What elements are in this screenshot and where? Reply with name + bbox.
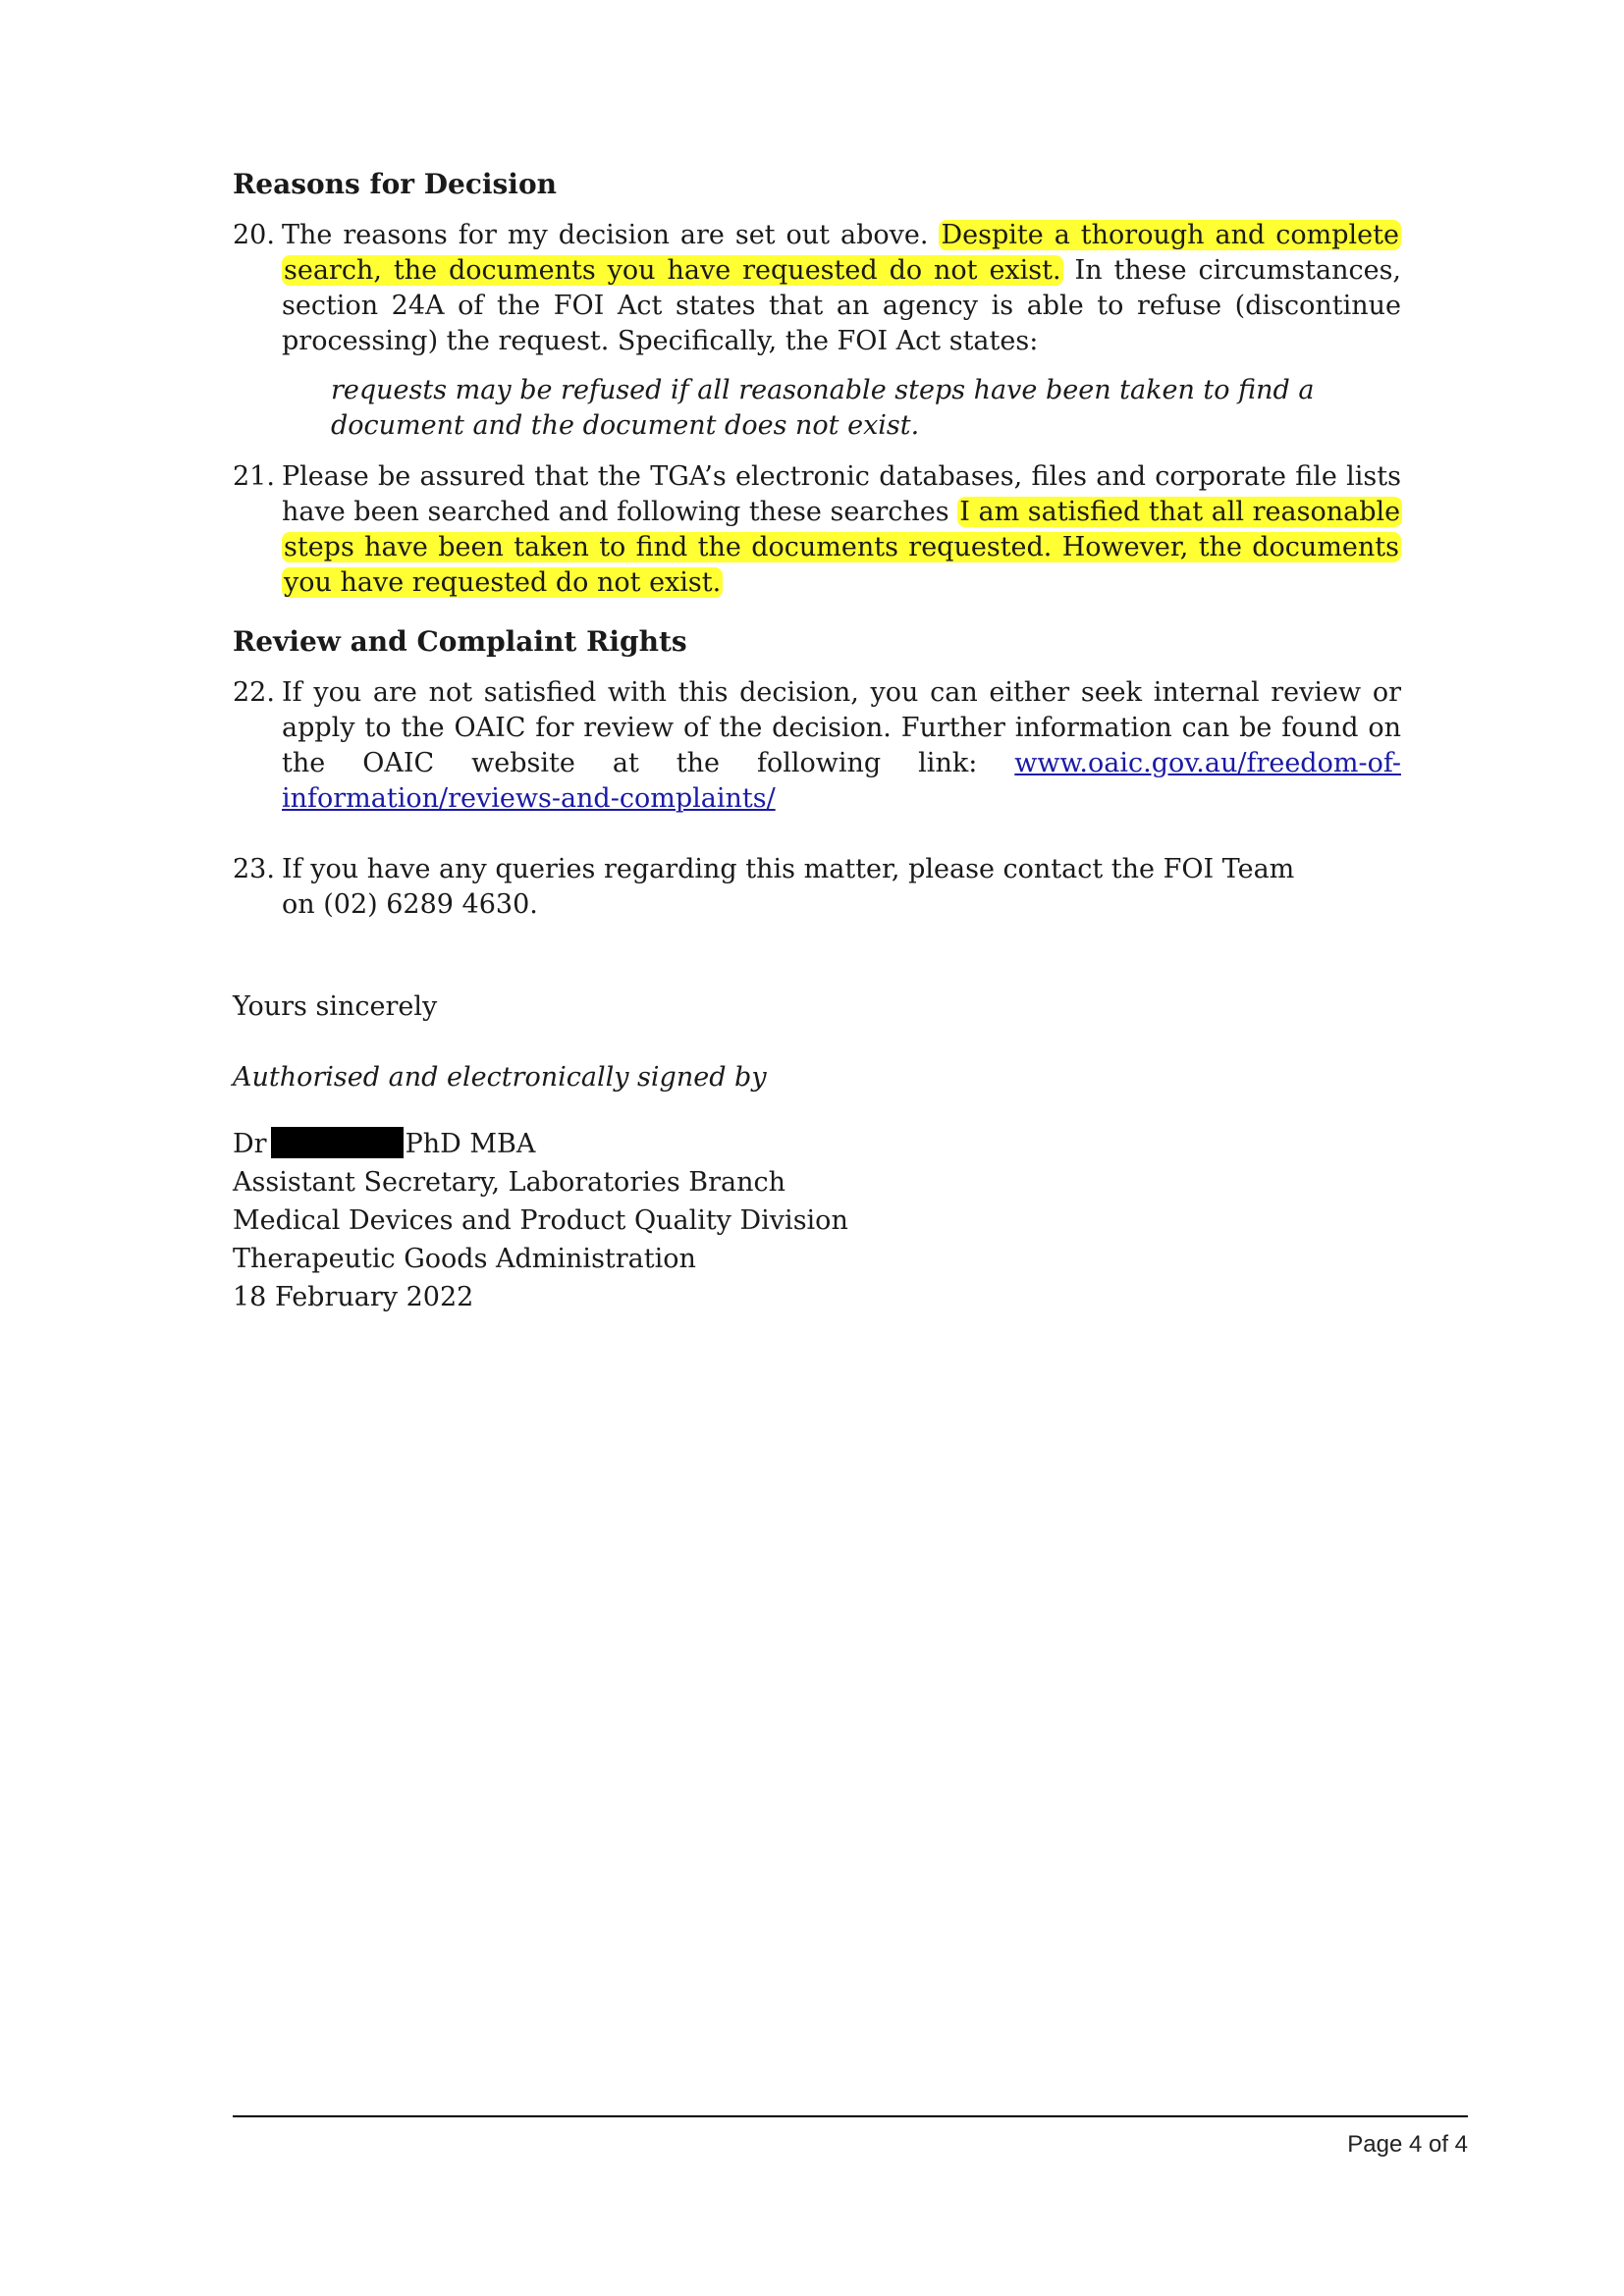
paragraph-20 [233, 218, 1401, 359]
oaic-reviews-link[interactable]: www.oaic.gov.au/freedom-of-information/reviews-and-complaints/ [282, 748, 1401, 814]
signed-note: Authorised and electronically signed by [233, 1062, 767, 1093]
signature-block [233, 1125, 1401, 1316]
highlighted-text: Despite a thorough and complete search, the documents you have requested do not exist. [284, 220, 1399, 286]
paragraph-text: In these circumstances, section 24A of the FOI Act states that an agency is able to refuse (discontinue processing) the request. Specifically, the FOI Act states: [282, 255, 1402, 356]
paragraph-21 [233, 459, 1401, 601]
paragraph-body [282, 459, 1401, 601]
signatory-agency: Therapeutic Goods Administration [233, 1244, 696, 1274]
paragraph-text: The reasons for my decision are set out above. [282, 220, 929, 250]
footer-divider [233, 2115, 1468, 2117]
legislation-quote: requests may be refused if all reasonable steps have been taken to find a document and the document does not exist. [331, 375, 1315, 441]
page-number: Page 4 of 4 [1347, 2131, 1468, 2158]
page-content [233, 167, 1401, 1316]
heading-reasons-for-decision: Reasons for Decision [233, 168, 557, 200]
paragraph-number: 20. [233, 220, 275, 250]
paragraph-number: 22. [233, 677, 275, 708]
paragraph-text: If you are not satisfied with this decision, you can either seek internal review or apply to the OAIC for review of the decision. Further information can be found on the OAIC website at the following link: [282, 677, 1401, 778]
signatory-name-line [233, 1125, 1401, 1163]
paragraph-text: If you have any queries regarding this matter, please contact the FOI Team [282, 854, 1295, 884]
redacted-name [271, 1127, 404, 1158]
signatory-credentials: PhD MBA [405, 1129, 536, 1159]
paragraph-body [282, 852, 1401, 923]
highlighted-text: I am satisfied that all reasonable steps have been taken to find the documents requested. However, the documents you have requested do not exist. [284, 497, 1401, 598]
paragraph-23 [233, 852, 1401, 923]
signatory-division: Medical Devices and Product Quality Division [233, 1205, 848, 1236]
paragraph-22 [233, 675, 1401, 817]
closing-salutation: Yours sincerely [233, 991, 438, 1022]
signatory-title: Dr [233, 1129, 267, 1159]
letter-date: 18 February 2022 [233, 1282, 474, 1312]
paragraph-text: on (02) 6289 4630. [282, 889, 538, 920]
paragraph-number: 21. [233, 461, 275, 492]
paragraph-text: Please be assured that the TGA’s electronic databases, files and corporate file lists have been searched and following these searches [282, 461, 1401, 527]
paragraph-number: 23. [233, 854, 275, 884]
heading-review-and-complaint-rights: Review and Complaint Rights [233, 625, 687, 658]
paragraph-body [282, 675, 1401, 817]
signatory-position: Assistant Secretary, Laboratories Branch [233, 1167, 786, 1198]
paragraph-body [282, 218, 1401, 359]
